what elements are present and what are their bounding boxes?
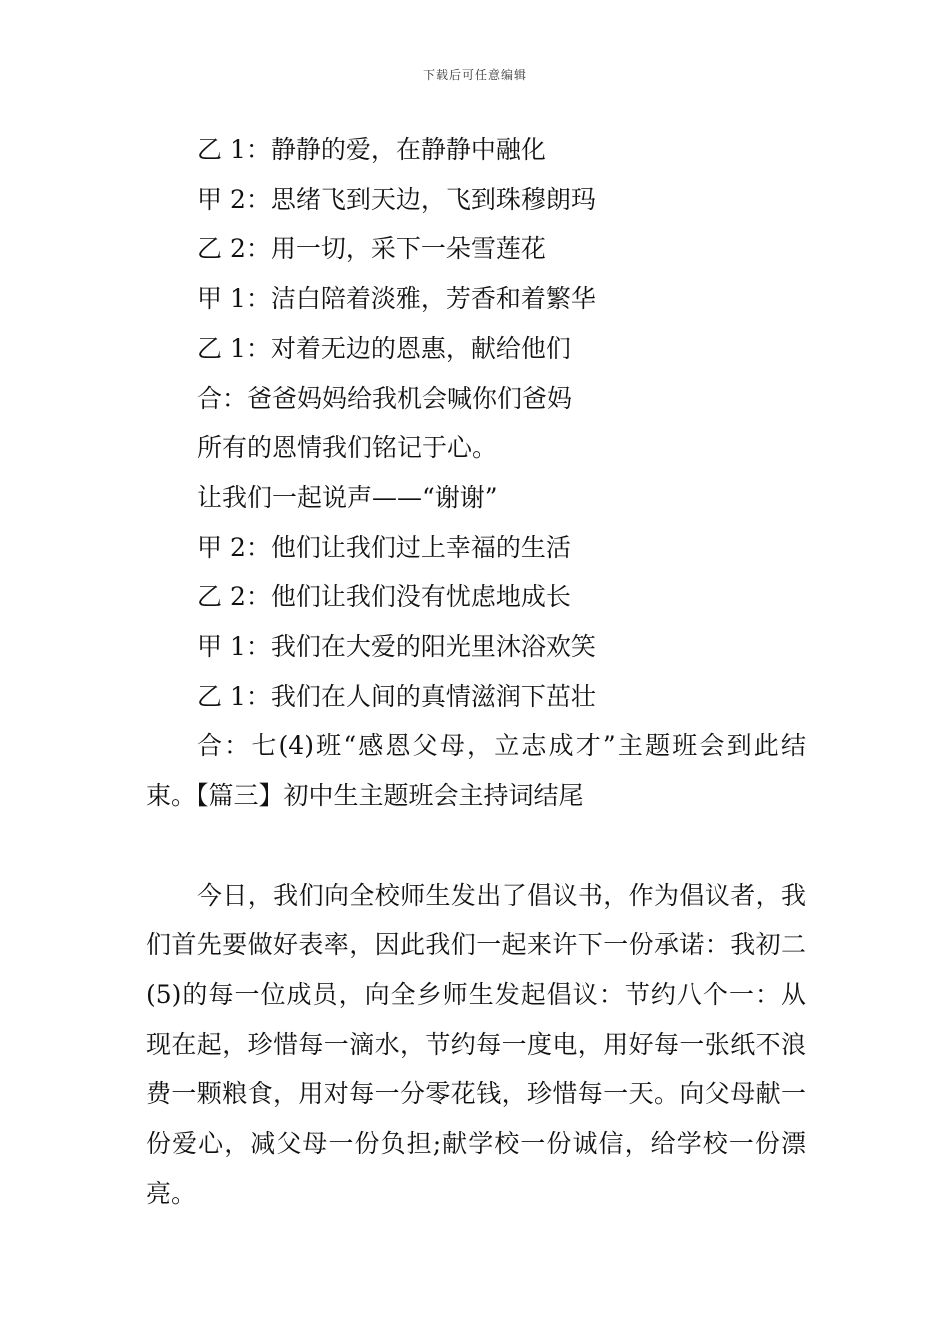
closing-paragraph: 合：七(4)班“感恩父母，立志成才”主题班会到此结束。【篇三】初中生主题班会主持词结尾	[146, 731, 806, 811]
dialogue-line: 甲 1：我们在大爱的阳光里沐浴欢笑	[197, 632, 596, 662]
dialogue-line: 乙 2：他们让我们没有忧虑地成长	[197, 582, 571, 612]
document-body	[146, 125, 806, 1218]
dialogue-line: 所有的恩情我们铭记于心。	[197, 433, 498, 463]
dialogue-line: 乙 1：对着无边的恩惠，献给他们	[197, 333, 571, 363]
page-header-note: 下载后可任意编辑	[422, 68, 527, 82]
dialogue-line: 乙 2：用一切，采下一朵雪莲花	[197, 234, 546, 264]
paragraph-gap	[146, 821, 806, 871]
dialogue-line: 合：爸爸妈妈给我机会喊你们爸妈	[197, 383, 573, 413]
dialogue-line: 让我们一起说声——“谢谢”	[197, 482, 498, 512]
dialogue-line: 甲 2：思绪飞到天边，飞到珠穆朗玛	[197, 184, 596, 214]
pledge-paragraph: 今日，我们向全校师生发出了倡议书，作为倡议者，我们首先要做好表率，因此我们一起来许下一份承诺：我初二(5)的每一位成员，向全乡师生发起倡议：节约八个一：从现在起，珍惜每一滴水，节约每一度电，用好每一张纸不浪费一颗粮食，用对每一分零花钱，珍惜每一天。向父母献一份爱心，减父母一份负担;献学校一份诚信，给学校一份漂亮。	[146, 880, 806, 1208]
dialogue-line: 甲 1：洁白陪着淡雅，芳香和着繁华	[197, 284, 596, 314]
dialogue-line: 乙 1：静静的爱，在静静中融化	[197, 135, 546, 164]
dialogue-line: 乙 1：我们在人间的真情滋润下茁壮	[197, 681, 596, 711]
dialogue-line: 甲 2：他们让我们过上幸福的生活	[197, 532, 571, 562]
